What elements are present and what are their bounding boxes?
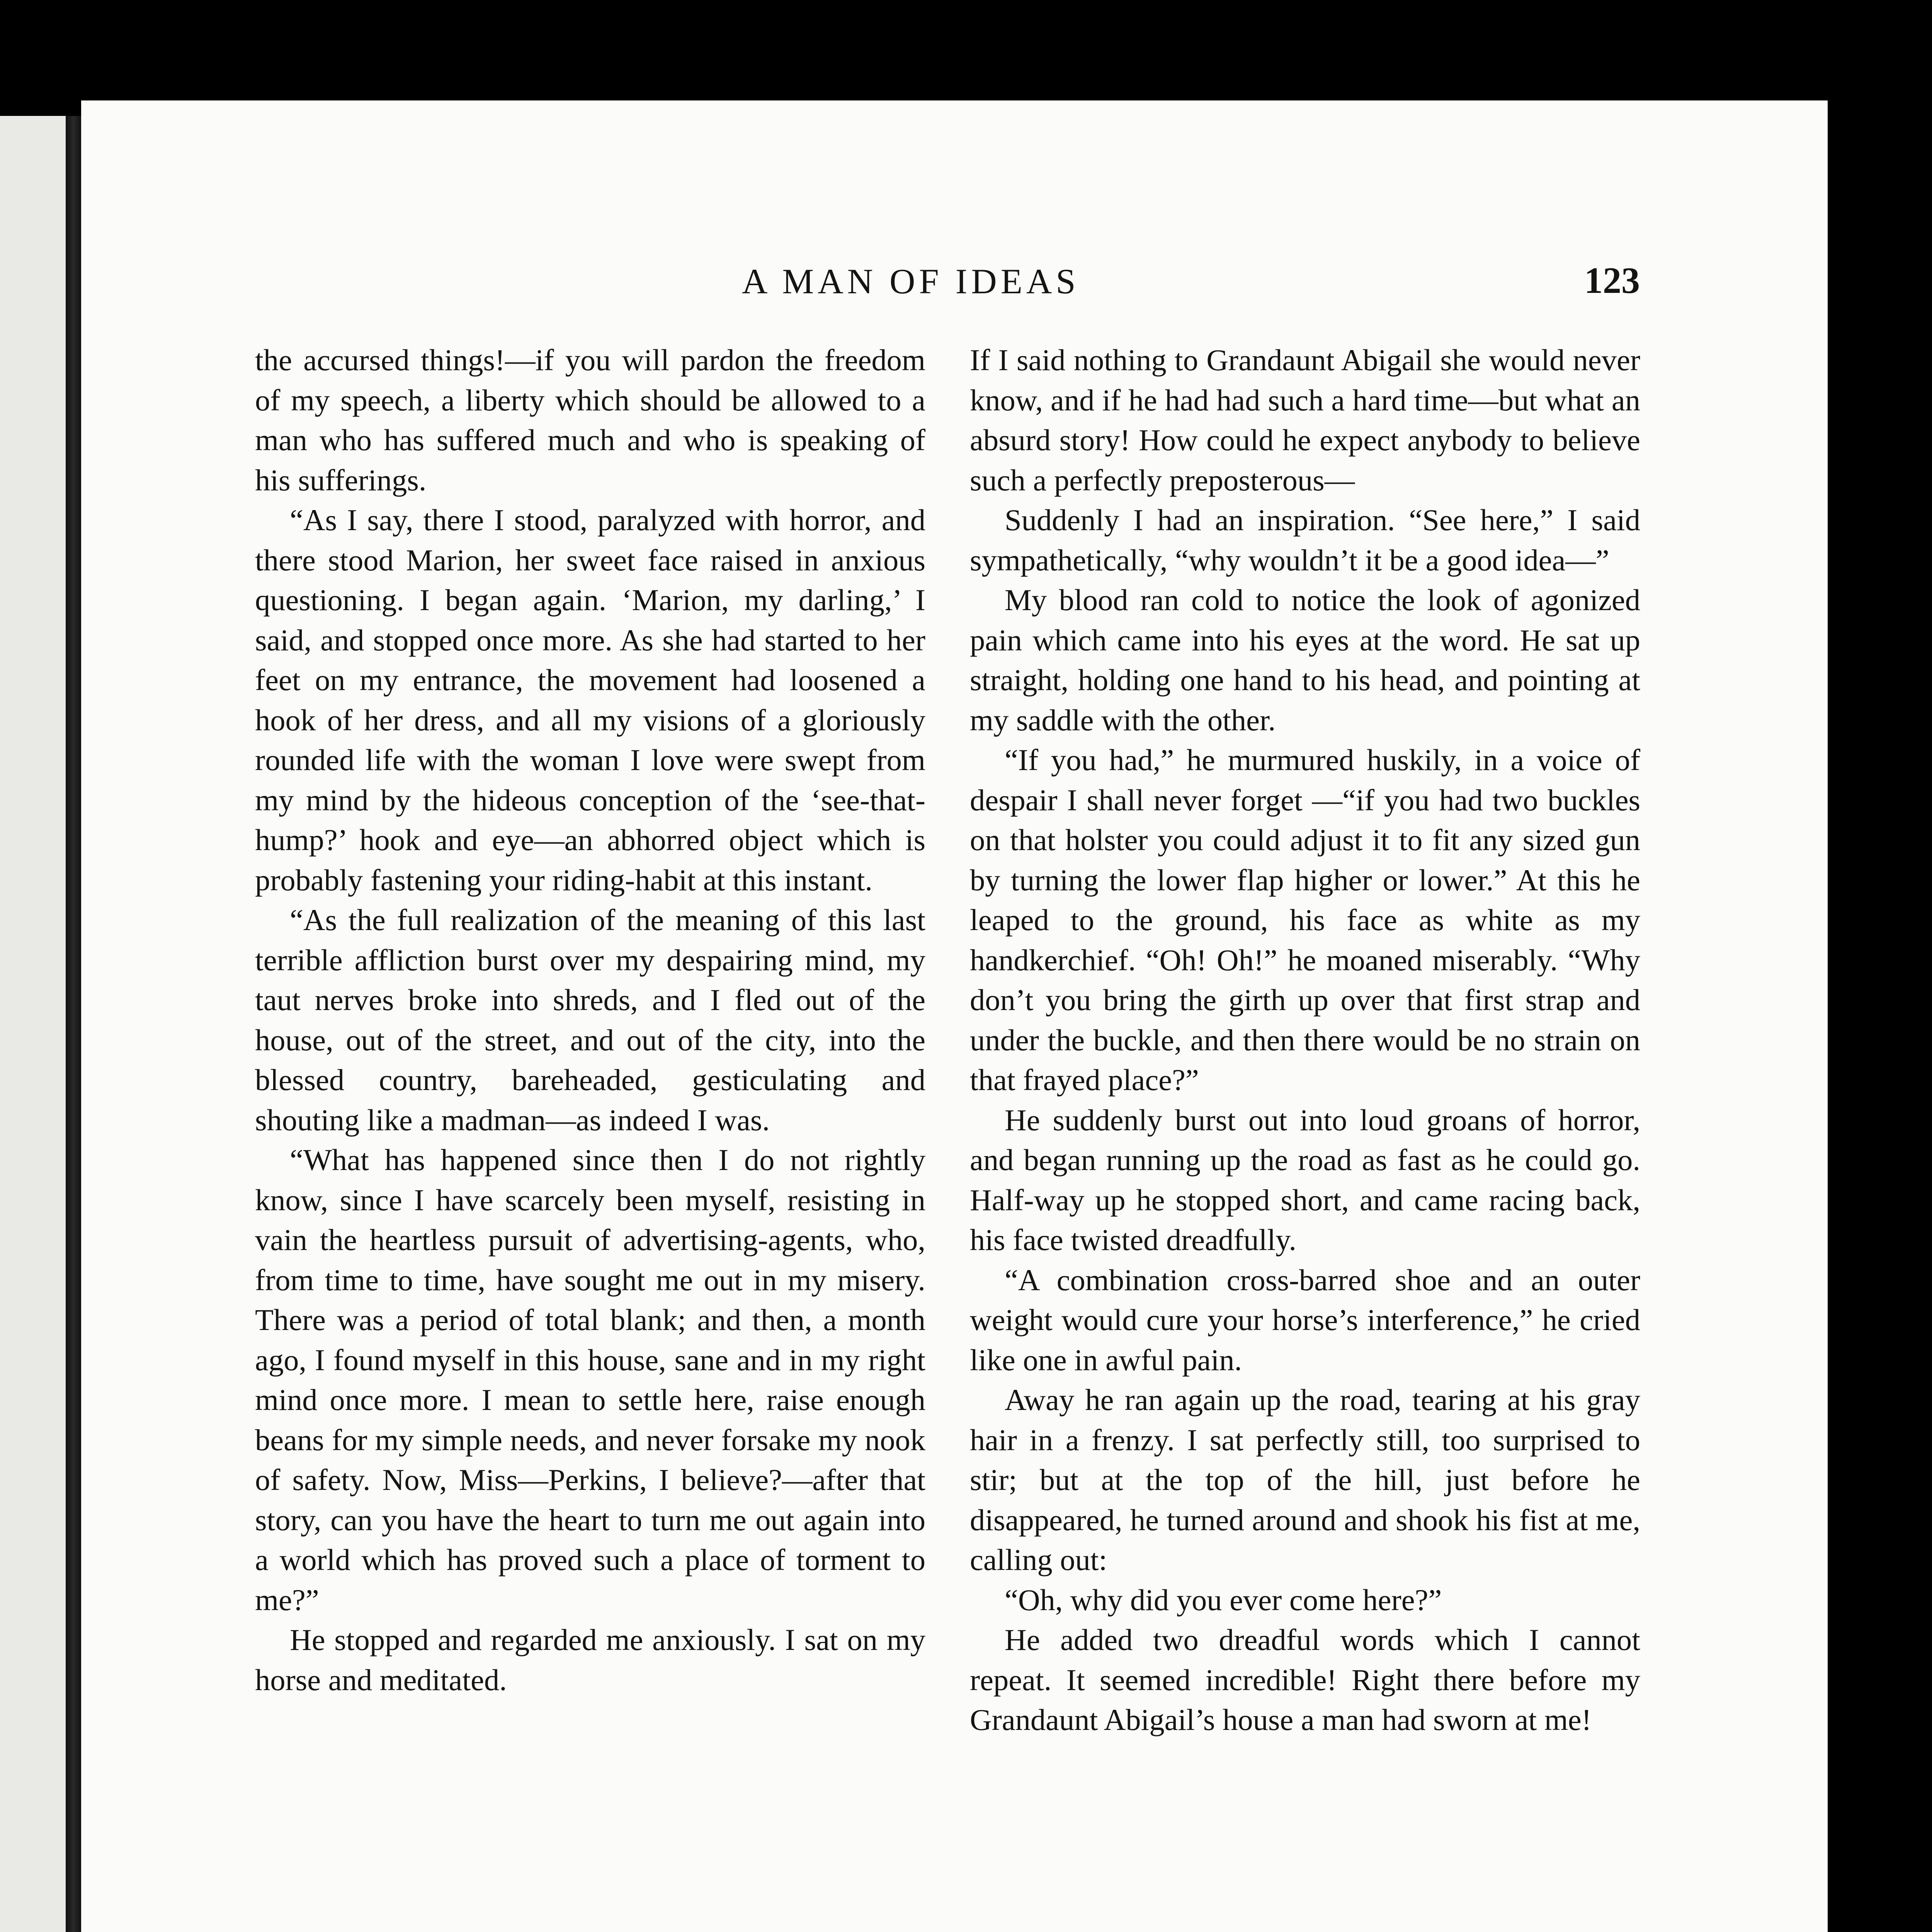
left-text-column (255, 340, 925, 1700)
paragraph: My blood ran cold to notice the look of agonized pain which came into his eyes at the word. He sat up straight, holding one hand to his head, and pointing at my saddle with the other. (970, 583, 1640, 737)
book-gutter (66, 116, 81, 1932)
paragraph: Suddenly I had an inspiration. “See here,” I said sympathetically, “why wouldn’t it be a good idea—” (970, 503, 1640, 577)
paragraph: Away he ran again up the road, tearing at his gray hair in a frenzy. I sat perfectly still, too surprised to stir; but at the top of the hill, just before he disappeared, he turned around and shook his fist at me, calling out: (970, 1383, 1640, 1577)
paragraph: the accursed things!—if you will pardon the freedom of my speech, a liberty which should be allowed to a man who has suffered much and who is speaking of his sufferings. (255, 343, 925, 497)
previous-page-edge (0, 116, 66, 1932)
paragraph: “If you had,” he murmured huskily, in a voice of despair I shall never forget —“if you had two buckles on that holster you could adjust it to fit any sized gun by turning the lower flap higher or lower.” At this he leaped to the ground, his face as white as my handkerchief. “Oh! Oh!” he moaned miserably. “Why don’t you bring the girth up over that first strap and under the buckle, and then there would be no strain on that frayed place?” (970, 743, 1640, 1097)
paragraph: “Oh, why did you ever come here?” (1005, 1583, 1442, 1617)
running-head: A MAN OF IDEAS (742, 262, 1080, 301)
paragraph: “As I say, there I stood, paralyzed with horror, and there stood Marion, her sweet face raised in anxious questioning. I began again. ‘Marion, my darling,’ I said, and stopped once more. As she had started to her feet on my entrance, the movement had loosened a hook of her dress, and all my visions of a gloriously rounded life with the woman I love were swept from my mind by the hideous conception of the ‘see-that-hump?’ hook and eye—an abhorred object which is probably fastening your riding-habit at this instant. (255, 503, 925, 897)
book-page (81, 100, 1828, 1932)
paragraph: He added two dreadful words which I cannot repeat. It seemed incredible! Right there before my Grandaunt Abigail’s house a man had sworn at me! (970, 1623, 1640, 1736)
paragraph: “As the full realization of the meaning of this last terrible affliction burst over my despairing mind, my taut nerves broke into shreds, and I fled out of the house, out of the street, and out of the city, into the blessed country, bareheaded, gesticulating and shouting like a madman—as indeed I was. (255, 903, 925, 1137)
right-text-column (970, 340, 1640, 1740)
paragraph: He suddenly burst out into loud groans of horror, and began running up the road as fast as he could go. Half-way up he stopped short, and came racing back, his face twisted dreadfully. (970, 1103, 1640, 1257)
paragraph: If I said nothing to Grandaunt Abigail she would never know, and if he had had such a hard time—but what an absurd story! How could he expect anybody to believe such a perfectly preposterous— (970, 343, 1640, 497)
paragraph: “What has happened since then I do not rightly know, since I have scarcely been myself, resisting in vain the heartless pursuit of advertising-agents, who, from time to time, have sought me out in my misery. There was a period of total blank; and then, a month ago, I found myself in this house, sane and in my right mind once more. I mean to settle here, raise enough beans for my simple needs, and never forsake my nook of safety. Now, Miss—Perkins, I believe?—after that story, can you have the heart to turn me out again into a world which has proved such a place of torment to me?” (255, 1143, 925, 1617)
paragraph: “A combination cross-barred shoe and an outer weight would cure your horse’s interference,” he cried like one in awful pain. (970, 1263, 1640, 1377)
page-number: 123 (1584, 260, 1640, 301)
paragraph: He stopped and regarded me anxiously. I sat on my horse and meditated. (255, 1623, 925, 1697)
